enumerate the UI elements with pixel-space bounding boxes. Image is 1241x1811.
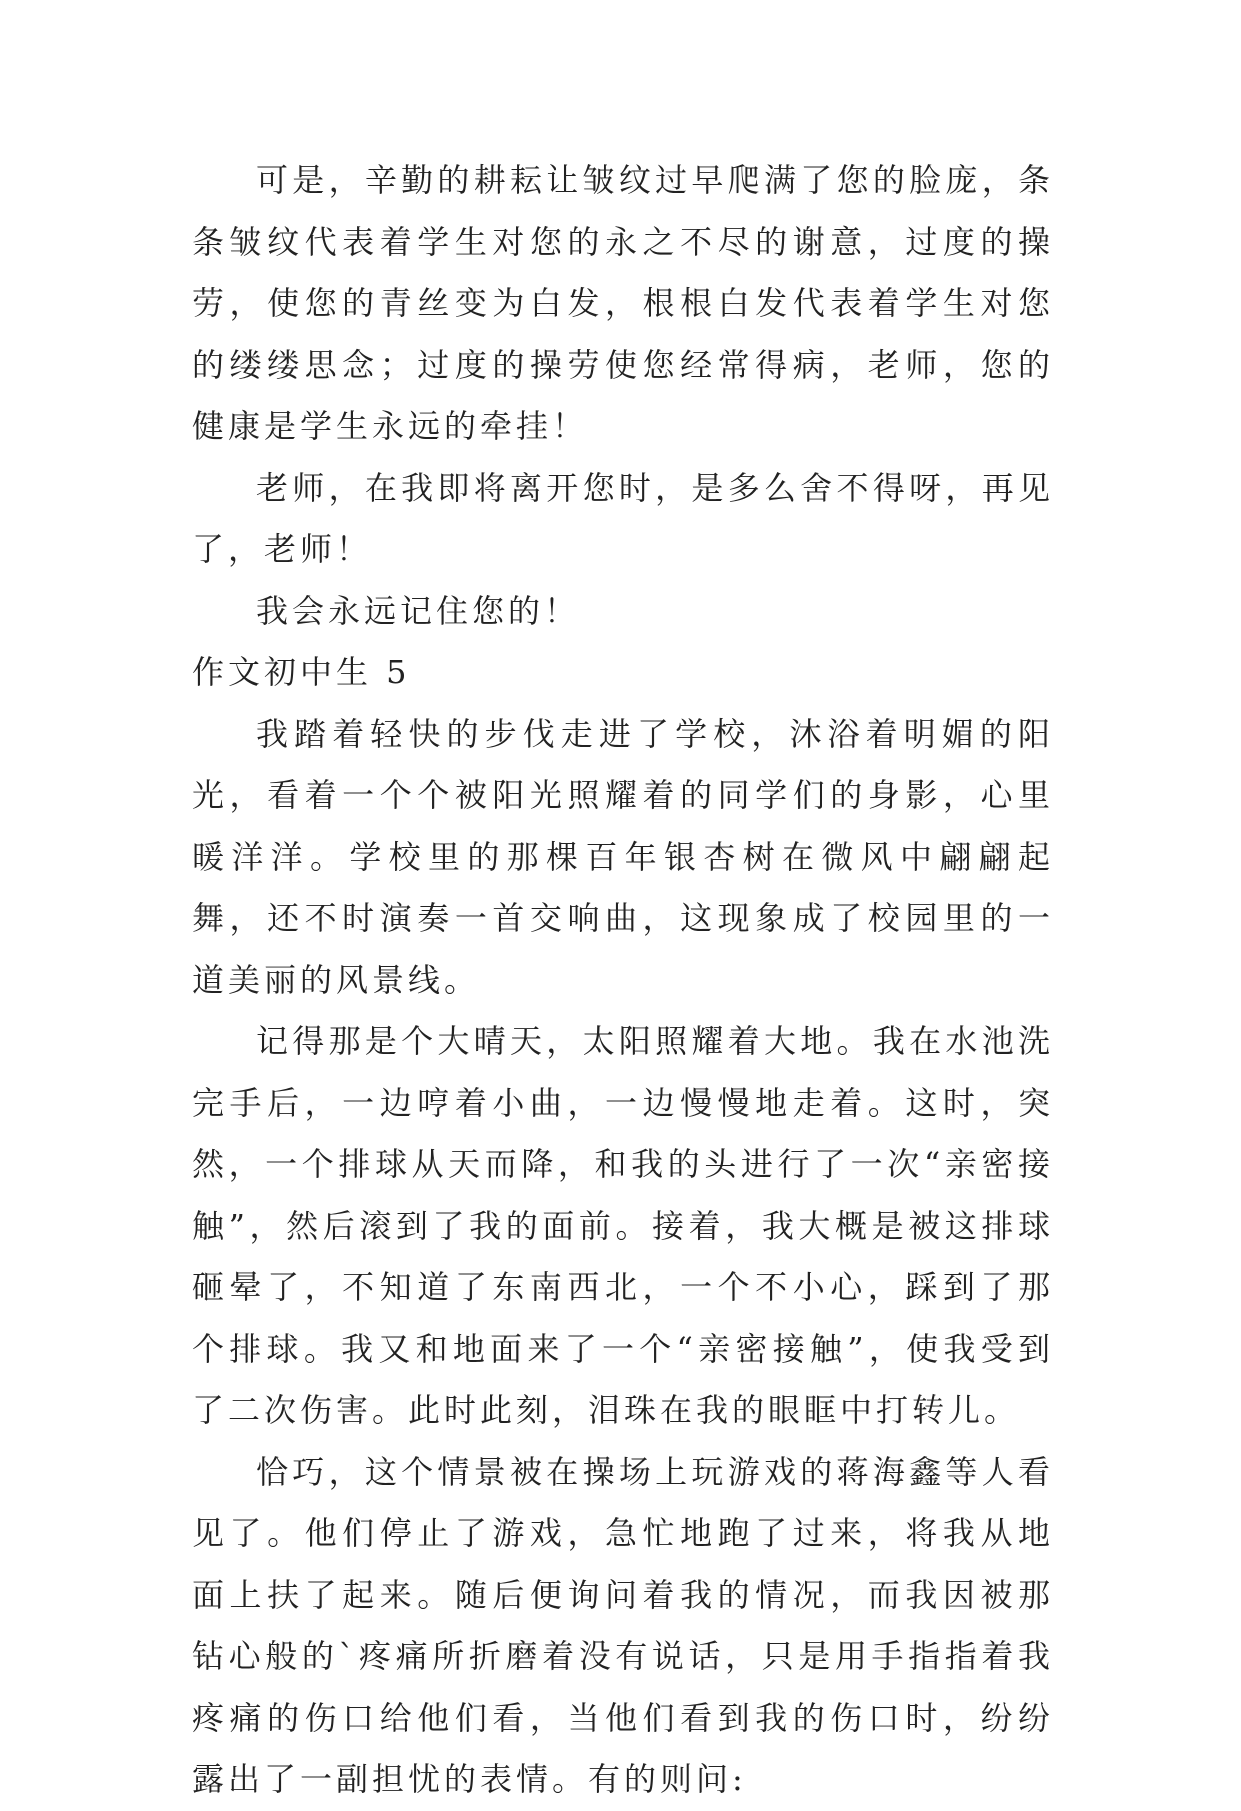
paragraph-2: 老师，在我即将离开您时，是多么舍不得呀，再见了，老师！ bbox=[192, 468, 1054, 568]
paragraph-5: 记得那是个大晴天，太阳照耀着大地。我在水池洗完手后，一边哼着小曲，一边慢慢地走着。这时，突然，一个排球从天而降，和我的头进行了一次“亲密接触”，然后滚到了我的面前。接着，我大概是被这排球砸晕了，不知道了东南西北，一个不小心，踩到了那个排球。我又和地面来了一个“亲密接触”，使我受到了二次伤害。此时此刻，泪珠在我的眼眶中打转儿。 bbox=[192, 1022, 1054, 1429]
paragraph-6: 恰巧，这个情景被在操场上玩游戏的蒋海鑫等人看见了。他们停止了游戏，急忙地跑了过来，将我从地面上扶了起来。随后便询问着我的情况，而我因被那钻心般的`疼痛所折磨着没有说话，只是用手指指着我疼痛的伤口给他们看，当他们看到我的伤口时，纷纷露出了一副担忧的表情。有的则问: bbox=[192, 1452, 1054, 1798]
document-page bbox=[192, 150, 1054, 1811]
paragraph-4: 我踏着轻快的步伐走进了学校，沐浴着明媚的阳光，看着一个个被阳光照耀着的同学们的身影，心里暖洋洋。学校里的那棵百年银杏树在微风中翩翩起舞，还不时演奏一首交响曲，这现象成了校园里的一道美丽的风景线。 bbox=[192, 714, 1054, 999]
section-heading: 作文初中生 5 bbox=[192, 653, 411, 691]
paragraph-1: 可是，辛勤的耕耘让皱纹过早爬满了您的脸庞，条条皱纹代表着学生对您的永之不尽的谢意，过度的操劳，使您的青丝变为白发，根根白发代表着学生对您的缕缕思念；过度的操劳使您经常得病，老师，您的健康是学生永远的牵挂！ bbox=[192, 161, 1054, 445]
paragraph-3: 我会永远记住您的！ bbox=[256, 591, 581, 630]
